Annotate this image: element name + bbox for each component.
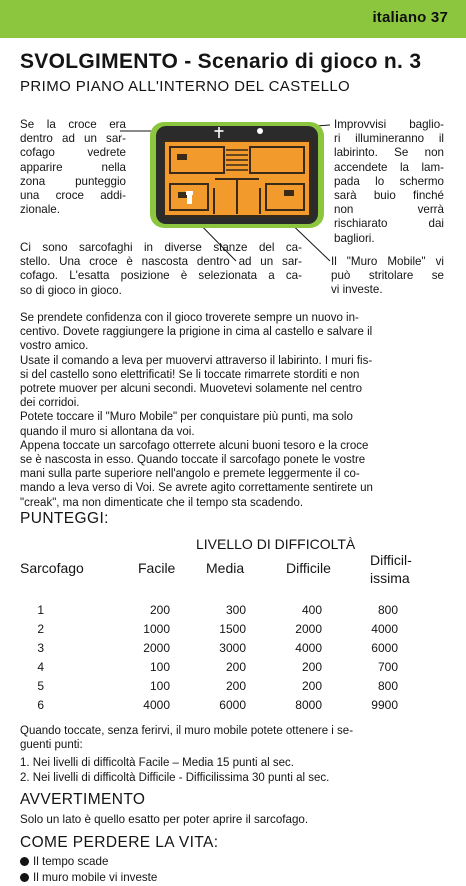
row-6-difficile: 8000 [295, 698, 322, 712]
lose-life-item-2: Il muro mobile vi investe [20, 871, 157, 884]
row-4-difficile: 200 [301, 660, 322, 674]
row-3-sarcofago: 3 [37, 641, 44, 655]
row-3-difficile: 4000 [295, 641, 322, 655]
row-1-facile: 200 [149, 603, 170, 617]
row-2-difficilissima: 4000 [371, 622, 398, 636]
row-6-sarcofago: 6 [37, 698, 44, 712]
row-5-difficilissima: 800 [377, 679, 398, 693]
difficulty-header: LIVELLO DI DIFFICOLTÀ [196, 536, 356, 552]
callout-cross: Se la croce era dentro ad un sar- cofago vedrete apparire nella zona punteggio una croce addi- zionale. [20, 118, 126, 217]
row-1-media: 300 [225, 603, 246, 617]
row-6-facile: 4000 [143, 698, 170, 712]
row-1-difficilissima: 800 [377, 603, 398, 617]
row-5-facile: 100 [149, 679, 170, 693]
instructions-text: Se prendete confidenza con il gioco troverete sempre un nuovo in- centivo. Dovete raggiungere la prigione in cima al castello e salvare il vostro amico. Usate il comando a leva per muovervi attraverso il labirinto. I muri fis- si del castello sono elettrificati! Se li toccate rimarrete storditi e non potrete muover per alcuni secondi. Muovetevi solamente nel centro dei corridoi. Potete toccare il "Muro Mobile" per conquistare più punti, ma solo quando il muro si allontana da voi. Appena toccate un sarcofago otterrete alcuni buoni tesoro e la croce se è nascosta in esso. Quando toccate il sarcofago ponete le vostre mani sulla parte superiore nell'angolo e premete leggermente il co- mando a leva verso di Voi. Se avrete agito correttamente sentirete un "creak", ma non dimenticate che il tempo sta scadendo. [20, 312, 373, 509]
row-6-difficilissima: 9900 [371, 698, 398, 712]
row-3-media: 3000 [219, 641, 246, 655]
callout-sarcophagi: Ci sono sarcofaghi in diverse stanze del ca- stello. Una croce è nascosta dentro ad un sar- cofago. L'esatta posizione è selezionata a ca- so di gioco in gioco. [20, 241, 302, 297]
row-3-difficilissima: 6000 [371, 641, 398, 655]
row-2-sarcofago: 2 [37, 622, 44, 636]
col-difficile: Difficile [286, 560, 331, 576]
row-5-media: 200 [225, 679, 246, 693]
page-subtitle: PRIMO PIANO ALL'INTERNO DEL CASTELLO [20, 78, 351, 95]
warning-text: Solo un lato è quello esatto per poter aprire il sarcofago. [20, 813, 309, 826]
col-sarcofago: Sarcofago [20, 560, 84, 576]
bullet-icon [20, 873, 29, 882]
row-4-sarcofago: 4 [37, 660, 44, 674]
row-4-difficilissima: 700 [377, 660, 398, 674]
row-5-sarcofago: 5 [37, 679, 44, 693]
row-2-facile: 1000 [143, 622, 170, 636]
row-3-facile: 2000 [143, 641, 170, 655]
row-2-media: 1500 [219, 622, 246, 636]
moving-wall-text: Quando toccate, senza ferirvi, il muro mobile potete ottenere i se- guenti punti: 1. Nei livelli di difficoltà Facile – Media 15 punti al sec. 2. Nei livelli di difficoltà Difficile - Difficilissima 30 punti al sec. [20, 725, 354, 784]
bullet-icon [20, 857, 29, 866]
warning-heading: AVVERTIMENTO [20, 791, 146, 808]
col-difficilissima: Difficil- [370, 552, 412, 568]
col-media: Media [206, 560, 245, 576]
row-4-facile: 100 [149, 660, 170, 674]
row-1-difficile: 400 [301, 603, 322, 617]
row-1-sarcofago: 1 [37, 603, 44, 617]
row-2-difficile: 2000 [295, 622, 322, 636]
col-difficilissima-2: issima [370, 570, 410, 586]
row-5-difficile: 200 [301, 679, 322, 693]
scores-heading: PUNTEGGI: [20, 510, 109, 527]
callout-flashes: Improvvisi baglio- ri illumineranno il labirinto. Se non accendete la lam- pada lo schermo sarà buio finché non verrà rischiarato dai bagliori. [334, 118, 444, 245]
tv-screen [150, 122, 324, 228]
callout-moving-wall: Il "Muro Mobile" vi può stritolare se vi investe. [331, 255, 444, 297]
lamp-icon [257, 128, 263, 134]
lose-life-item-1: Il tempo scade [20, 855, 108, 868]
col-facile: Facile [138, 560, 176, 576]
row-6-media: 6000 [219, 698, 246, 712]
row-4-media: 200 [225, 660, 246, 674]
page-label: italiano 37 [372, 9, 448, 26]
page-title: SVOLGIMENTO - Scenario di gioco n. 3 [20, 50, 422, 73]
lose-life-heading: COME PERDERE LA VITA: [20, 834, 219, 851]
hero-figure [186, 191, 193, 204]
